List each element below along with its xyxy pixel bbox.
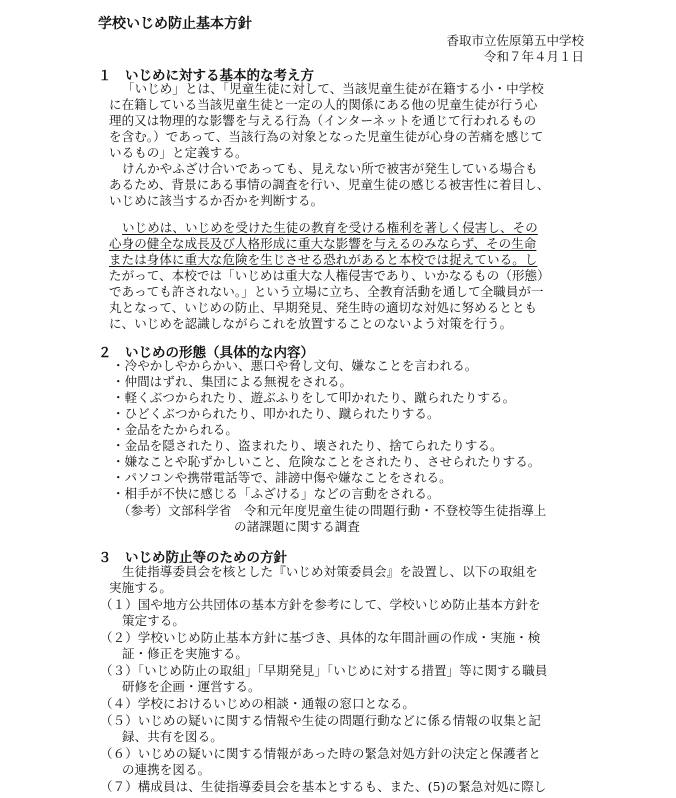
policy-line: であっても許されない。」という立場に立ち、全教育活動を通して全職員が一 (109, 284, 544, 299)
numbered-item-cont: の連携を図る。 (122, 762, 211, 777)
paragraph-line: 理的又は物理的な影響を与える行為（インターネットを通じて行われるもの (109, 113, 537, 128)
paragraph-line: いじめに該当するか否かを判断する。 (109, 193, 324, 208)
list-item: ・金品をたかられる。 (112, 422, 239, 437)
list-item: ・冷やかしやからかい、悪口や脅し文句、嫌なことを言われる。 (112, 358, 478, 373)
numbered-item: （１）国や地方公共団体の基本方針を参考にして、学校いじめ防止基本方針を (100, 597, 541, 612)
numbered-item: （４）学校におけるいじめの相談・通報の窓口となる。 (100, 696, 416, 711)
reference-note: （参考）文部科学省 令和元年度児童生徒の問題行動・不登校等生徒指導上 (118, 503, 547, 518)
paragraph-line: 実施する。 (109, 580, 173, 595)
policy-line-underlined: いじめは、いじめを受けた生徒の教育を受ける権利を著しく侵害し、その (122, 220, 538, 235)
numbered-item: （７）構成員は、生徒指導委員会を基本とするも、また、(5)の緊急対処に際し (100, 779, 547, 794)
policy-line-underlined: 心身の健全な成長及び人格形成に重大な影響を与えるのみならず、その生命 (109, 236, 537, 251)
paragraph-line: けんかやふざけ合いであっても、見えない所で被害が発生している場合も (122, 161, 538, 176)
list-item: ・ひどくぶつかられたり、叩かれたり、蹴られたりする。 (112, 406, 440, 421)
paragraph-line: を含む。）であって、当該行為の対象となった児童生徒が心身の苦痛を感じて (109, 129, 544, 144)
list-item: ・金品を隠されたり、盗まれたり、壊されたり、捨てられたりする。 (112, 438, 503, 453)
numbered-item: （６）いじめの疑いに関する情報があった時の緊急対処方針の決定と保護者と (100, 746, 541, 761)
policy-line: 丸となって、いじめの防止、早期発見、発生時の適切な対処に努めるととも (109, 300, 538, 315)
section-2-heading: ２ いじめの形態（具体的な内容） (98, 345, 314, 361)
paragraph-line: 「いじめ」とは、「児童生徒に対して、当該児童生徒が在籍する小・中学校 (122, 81, 544, 96)
numbered-item-cont: 研修を企画・運営する。 (122, 679, 261, 694)
list-item: ・相手が不快に感じる「ふざける」などの言動をされる。 (112, 486, 440, 501)
paragraph-line: に在籍している当該児童生徒と一定の人的関係にある他の児童生徒が行う心 (109, 97, 538, 112)
reference-note-cont: の諸課題に関する調査 (234, 519, 361, 534)
document-title: 学校いじめ防止基本方針 (98, 16, 252, 32)
numbered-item-cont: 策定する。 (122, 613, 186, 628)
list-item: ・嫌なことや恥ずかしいこと、危険なことをされたり、させられたりする。 (112, 454, 541, 469)
section-1-heading: １ いじめに対する基本的な考え方 (98, 68, 314, 84)
paragraph-line: いるもの」と定義する。 (109, 145, 248, 160)
paragraph-line: あるため、背景にある事情の調査を行い、児童生徒の感じる被害性に着目し、 (109, 177, 550, 192)
policy-line: たがって、本校では「いじめは重大な人権侵害であり、いかなるもの（形態） (109, 268, 550, 283)
paragraph-line: 生徒指導委員会を核とした『いじめ対策委員会』を設置し、以下の取組を (122, 564, 538, 579)
numbered-item-cont: 証・修正を実施する。 (122, 646, 249, 661)
list-item: ・軽くぶつかられたり、遊ぶふりをして叩かれたり、蹴られたりする。 (112, 390, 516, 405)
list-item: ・パソコンや携帯電話等で、誹謗中傷や嫌なことをされる。 (112, 470, 452, 485)
school-name: 香取市立佐原第五中学校 (446, 33, 584, 48)
numbered-item: （５）いじめの疑いに関する情報や生徒の問題行動などに係る情報の収集と記 (100, 713, 542, 728)
numbered-item: （２）学校いじめ防止基本方針に基づき、具体的な年間計画の作成・実施・検 (100, 630, 541, 645)
numbered-item: （３）「いじめ防止の取組」「早期発見」「いじめに対する措置」等に関する職員 (100, 663, 548, 678)
document-date: 令和７年４月１日 (483, 49, 584, 64)
list-item: ・仲間はずれ、集団による無視をされる。 (112, 374, 353, 389)
policy-line-underlined: または身体に重大な危険を生じさせる恐れがあると本校では捉えている。し (109, 252, 538, 267)
section-3-heading: ３ いじめ防止等のための方針 (98, 550, 287, 566)
numbered-item-cont: 録、共有を図る。 (122, 729, 223, 744)
policy-line: に、いじめを認識しながらこれを放置することのないよう対策を行う。 (109, 316, 513, 331)
